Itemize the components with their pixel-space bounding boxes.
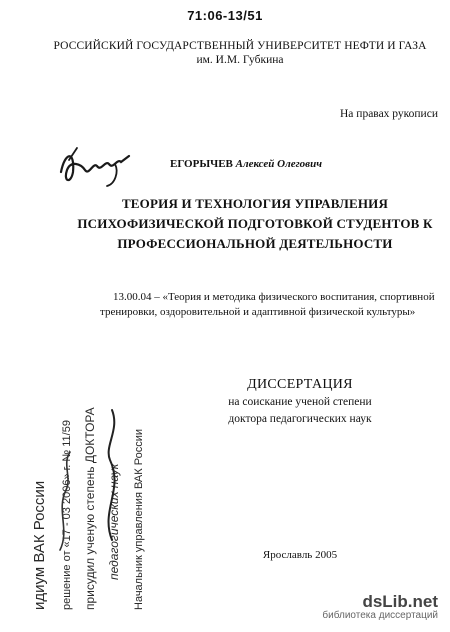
dissertation-heading: ДИССЕРТАЦИЯ <box>247 377 353 392</box>
stamp-line-e: Начальник управления ВАК России <box>133 429 145 610</box>
watermark-logo: dsLib.net <box>362 592 438 611</box>
specialty-line-1: 13.00.04 – «Теория и методика физического воспитания, спортивной <box>113 291 435 303</box>
stamp-line-c: присудил ученую степень ДОКТОРА <box>83 407 97 610</box>
watermark-tagline: библиотека диссертаций <box>322 610 438 621</box>
dissertation-title-line-3: ПРОФЕССИОНАЛЬНОЙ ДЕЯТЕЛЬНОСТИ <box>117 236 393 251</box>
degree-name-line: доктора педагогических наук <box>228 413 372 425</box>
dissertation-title-line-1: ТЕОРИЯ И ТЕХНОЛОГИЯ УПРАВЛЕНИЯ <box>121 196 389 211</box>
archive-code: 71:06-13/51 <box>187 8 263 23</box>
author-given-names: Алексей Олегович <box>235 158 322 170</box>
vak-approval-stamp <box>0 360 160 620</box>
stamp-line-a: идиум ВАК России <box>31 480 48 610</box>
university-subtitle: им. И.М. Губкина <box>196 54 284 66</box>
stamp-line-b: решение от «17 - 03 2006» г. № 11/59 <box>61 420 73 610</box>
handwritten-signature <box>55 142 139 190</box>
stamp-line-d: педагогических наук <box>107 463 121 580</box>
university-name: РОССИЙСКИЙ ГОСУДАРСТВЕННЫЙ УНИВЕРСИТЕТ НЕФТИ И ГАЗА <box>53 40 427 52</box>
author-name <box>170 158 430 170</box>
author-surname: ЕГОРЫЧЕВ <box>170 158 233 170</box>
rights-note: На правах рукописи <box>340 108 438 120</box>
watermark <box>318 592 438 621</box>
degree-purpose-line: на соискание ученой степени <box>228 396 372 408</box>
dissertation-title-line-2: ПСИХОФИЗИЧЕСКОЙ ПОДГОТОВКОЙ СТУДЕНТОВ К <box>77 216 433 231</box>
specialty-line-2: тренировки, оздоровительной и адаптивной физической культуры» <box>100 306 416 318</box>
place-and-year: Ярославль 2005 <box>262 549 338 561</box>
